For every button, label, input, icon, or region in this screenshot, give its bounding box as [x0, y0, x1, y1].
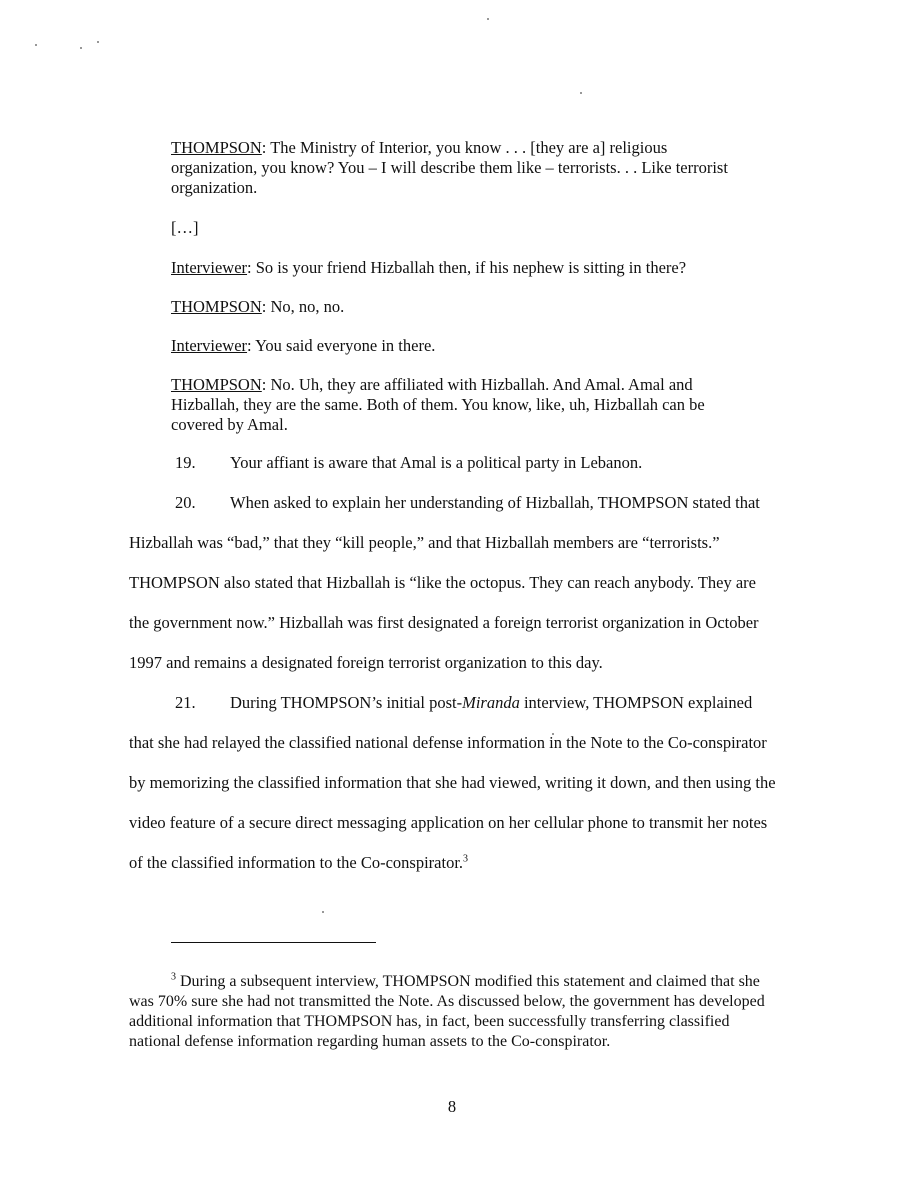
- paragraph-19: [129, 443, 779, 483]
- scan-speck: [487, 18, 489, 20]
- miranda-italic: Miranda: [462, 693, 520, 712]
- transcript-quote-2: [171, 258, 733, 278]
- page-number: 8: [447, 1097, 457, 1116]
- speaker-text: : No. Uh, they are affiliated with Hizballah. And Amal. Amal and Hizballah, they are the same. Both of them. You know, like, uh, Hizballah can be covered by Amal.: [171, 375, 705, 434]
- transcript-quote-1: [171, 138, 733, 198]
- speaker-name: THOMPSON: [171, 375, 262, 394]
- transcript-quote-5: [171, 375, 733, 435]
- speaker-text: : You said everyone in there.: [247, 336, 436, 355]
- speaker-text: : The Ministry of Interior, you know . . . [they are a] religious organization, you know? You – I will describe them like – terrorists. . . Like terrorist organization.: [171, 138, 728, 197]
- paragraph-number: 21.: [175, 693, 196, 712]
- paragraph-text: When asked to explain her understanding of Hizballah, THOMPSON stated that Hizballah was “bad,” that they “kill people,” and that Hizballah members are “terrorists.” THOMPSON also stated that Hizballah is “like the octopus. They can reach anybody. They are the government now.” Hizballah was first designated a foreign terrorist organization in October 1997 and remains a designated foreign terrorist organization to this day.: [129, 493, 760, 672]
- ellipsis-text: […]: [171, 218, 199, 237]
- scan-speck: [80, 47, 82, 49]
- transcript-ellipsis: [171, 218, 733, 238]
- footnote-reference[interactable]: 3: [463, 853, 469, 865]
- paragraph-text: Your affiant is aware that Amal is a political party in Lebanon.: [230, 453, 643, 472]
- speaker-name: THOMPSON: [171, 297, 262, 316]
- transcript-quote-4: [171, 336, 733, 356]
- transcript-quote-3: [171, 297, 733, 317]
- footnote-3: [129, 972, 779, 1052]
- speaker-text: : No, no, no.: [261, 297, 345, 316]
- speaker-text: : So is your friend Hizballah then, if his nephew is sitting in there?: [247, 258, 687, 277]
- footnote-text: During a subsequent interview, THOMPSON modified this statement and claimed that she was 70% sure she had not transmitted the Note. As discussed below, the government has developed additional information that THOMPSON has, in fact, been successfully transferring classified national defense information regarding human assets to the Co-conspirator.: [129, 973, 765, 1050]
- speaker-name: Interviewer: [171, 258, 248, 277]
- scan-speck: [580, 92, 582, 94]
- paragraph-text-end: interview, THOMPSON explained that she had relayed the classified national defense information in the Note to the Co-conspirator by memorizing the classified information that she had viewed, writing it down, and then using the video feature of a secure direct messaging application on her cellular phone to transmit her notes of the classified information to the Co-conspirator.: [129, 693, 776, 872]
- paragraph-20: [129, 483, 779, 683]
- paragraph-number: 19.: [175, 453, 196, 472]
- speaker-name: Interviewer: [171, 336, 248, 355]
- paragraph-number: 20.: [175, 493, 196, 512]
- scan-speck: [97, 41, 99, 43]
- footnote-marker: 3: [171, 971, 176, 983]
- scan-speck: [322, 911, 324, 913]
- paragraph-text-start: During THOMPSON’s initial post-: [230, 693, 463, 712]
- footnote-separator: [171, 942, 376, 943]
- paragraph-21: [129, 683, 779, 883]
- speaker-name: THOMPSON: [171, 138, 262, 157]
- scan-speck: [35, 44, 37, 46]
